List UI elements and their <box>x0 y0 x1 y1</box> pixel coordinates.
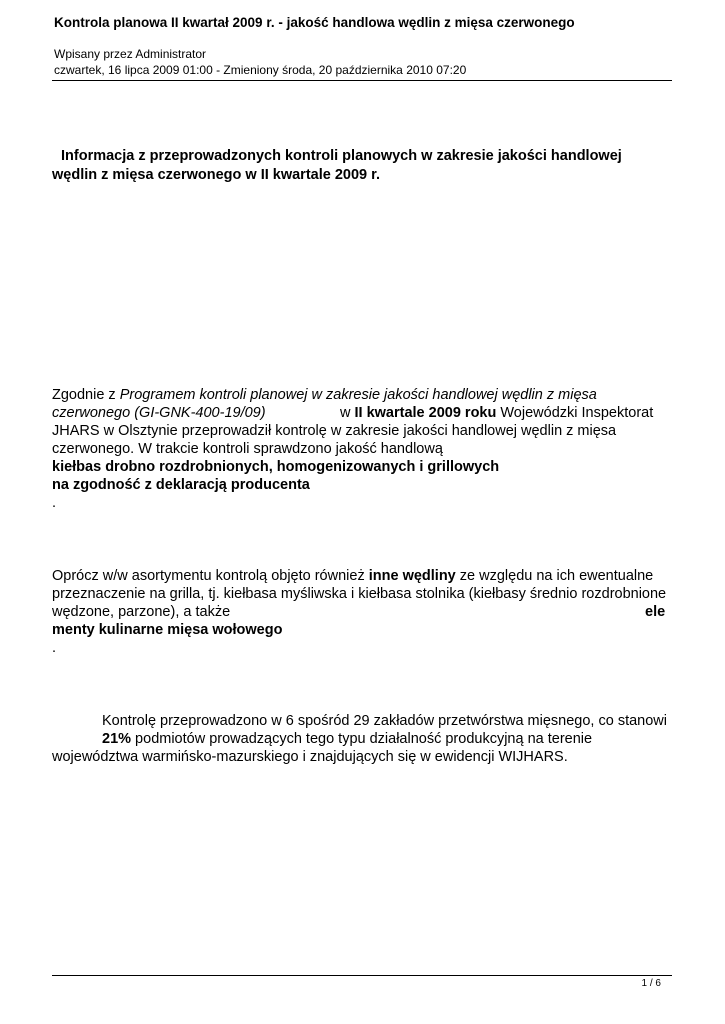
para2-line-4: menty kulinarne mięsa wołowego <box>52 622 283 638</box>
program-code: czerwonego (GI-GNK-400-19/09) <box>52 405 266 421</box>
para3-line-2 <box>102 731 592 747</box>
para1-text: Zgodnie z <box>52 387 120 403</box>
para1-text: w <box>340 405 355 421</box>
para2-text: ze względu na ich ewentualne <box>455 568 654 584</box>
footer-divider <box>52 975 672 976</box>
heading-line-2: wędlin z mięsa czerwonego w II kwartale 2009 r. <box>52 167 380 183</box>
percentage-emphasis: 21% <box>102 731 132 747</box>
para1-line-2 <box>52 405 266 421</box>
para1-line-1 <box>52 387 597 403</box>
para1-line-7: . <box>52 495 57 511</box>
page-number: 1 / 6 <box>641 978 661 989</box>
para1-line-2-right <box>340 405 653 421</box>
program-name: Programem kontroli planowej w zakresie jakości handlowej wędlin z mięsa <box>119 387 597 403</box>
header-divider <box>52 80 672 81</box>
para2-text: Oprócz w/w asortymentu kontrolą objęto również <box>52 568 369 584</box>
para3-line-3: województwa warmińsko-mazurskiego i znajdujących się w ewidencji WIJHARS. <box>52 749 568 765</box>
para2-line-3-end: ele <box>645 604 666 620</box>
para1-line-3: JHARS w Olsztynie przeprowadził kontrolę w zakresie jakości handlowej wędlin z mięsa <box>52 423 617 439</box>
para2-line-5: . <box>52 640 57 656</box>
para1-line-5: kiełbas drobno rozdrobnionych, homogenizowanych i grillowych <box>52 459 500 475</box>
para3-line-1: Kontrolę przeprowadzono w 6 spośród 29 zakładów przetwórstwa mięsnego, co stanowi <box>102 713 667 729</box>
author-line: Wpisany przez Administrator <box>54 47 207 61</box>
dates-line: czwartek, 16 lipca 2009 01:00 - Zmieniony środa, 20 października 2010 07:20 <box>54 63 467 77</box>
para1-line-4: czerwonego. W trakcie kontroli sprawdzono jakość handlową <box>52 441 443 457</box>
quarter-emphasis: II kwartale 2009 roku <box>354 405 497 421</box>
para2-line-1 <box>52 568 653 584</box>
para1-line-6: na zgodność z deklaracją producenta <box>52 477 310 493</box>
para3-text: podmiotów prowadzących tego typu działalność produkcyjną na terenie <box>131 731 593 747</box>
para1-text: Wojewódzki Inspektorat <box>496 405 654 421</box>
para2-line-3: wędzone, parzone), a także <box>52 604 231 620</box>
para2-line-2: przeznaczenie na grilla, tj. kiełbasa myśliwska i kiełbasa stolnika (kiełbasy średnio rozdrobnione <box>52 586 667 602</box>
heading-line-1: Informacja z przeprowadzonych kontroli planowych w zakresie jakości handlowej <box>61 148 622 164</box>
other-products-emphasis: inne wędliny <box>368 568 456 584</box>
page-title: Kontrola planowa II kwartał 2009 r. - jakość handlowa wędlin z mięsa czerwonego <box>54 15 575 30</box>
